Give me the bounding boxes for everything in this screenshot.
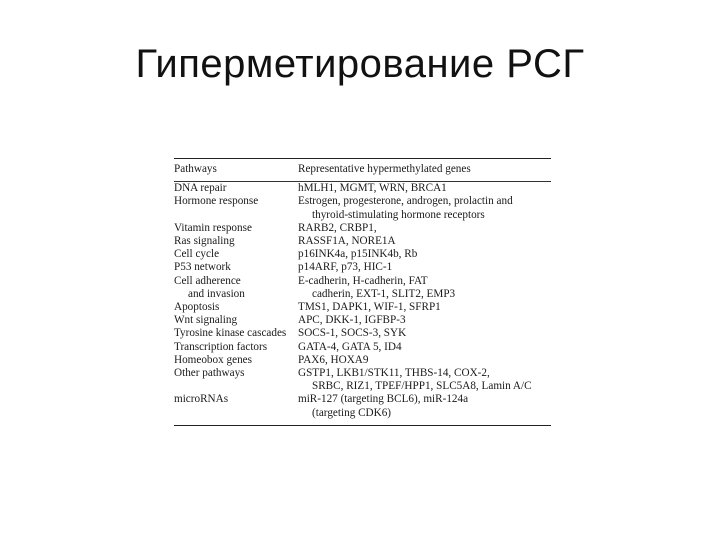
genes-list: APC, DKK-1, IGFBP-3 [298, 314, 406, 327]
table-row [174, 301, 551, 314]
table-row [174, 222, 551, 235]
pathway-cell [174, 341, 298, 354]
pathway-name: Homeobox genes [174, 353, 252, 366]
genes-list-continued: thyroid-stimulating hormone receptors [312, 208, 485, 221]
table-row [174, 341, 551, 354]
pathway-cell [174, 367, 298, 393]
genes-list: RARB2, CRBP1, [298, 221, 377, 234]
pathway-name: Wnt signaling [174, 314, 238, 327]
genes-list: GSTP1, LKB1/STK11, THBS-14, COX-2, [298, 367, 490, 380]
genes-list-continued: SRBC, RIZ1, TPEF/HPP1, SLC5A8, Lamin A/C [312, 380, 532, 393]
pathway-cell [174, 235, 298, 248]
table-row [174, 314, 551, 327]
pathway-name: Hormone response [174, 195, 259, 208]
genes-list: E-cadherin, H-cadherin, FAT [298, 274, 428, 287]
pathway-name: Apoptosis [174, 301, 220, 314]
pathway-name: Ras signaling [174, 235, 235, 248]
pathway-cell [174, 261, 298, 274]
genes-cell [298, 314, 551, 327]
table-header-row [174, 159, 551, 181]
table-row [174, 367, 551, 393]
pathways-table [174, 158, 551, 426]
pathway-name: Other pathways [174, 367, 245, 380]
table-row [174, 354, 551, 367]
table-row [174, 195, 551, 221]
header-genes: Representative hypermethylated genes [298, 163, 471, 175]
genes-list: GATA-4, GATA 5, ID4 [298, 340, 402, 353]
table-bottom-rule [174, 425, 551, 426]
genes-list: TMS1, DAPK1, WIF-1, SFRP1 [298, 301, 441, 314]
pathway-name: DNA repair [174, 182, 227, 195]
pathway-name: Cell adherence [174, 274, 241, 287]
pathway-cell [174, 222, 298, 235]
genes-cell [298, 275, 551, 301]
genes-list: Estrogen, progesterone, androgen, prolactin and [298, 195, 513, 208]
table-row [174, 327, 551, 340]
genes-cell [298, 393, 551, 419]
genes-list-continued: cadherin, EXT-1, SLIT2, EMP3 [312, 287, 456, 300]
genes-cell [298, 367, 551, 393]
table-row [174, 182, 551, 195]
genes-list: miR-127 (targeting BCL6), miR-124a [298, 393, 469, 406]
pathway-cell [174, 314, 298, 327]
pathway-name: Transcription factors [174, 340, 268, 353]
pathway-cell [174, 301, 298, 314]
genes-list-continued: (targeting CDK6) [312, 406, 392, 419]
genes-cell [298, 195, 551, 221]
table-row [174, 248, 551, 261]
pathway-cell [174, 393, 298, 419]
genes-cell [298, 248, 551, 261]
genes-cell [298, 354, 551, 367]
pathway-cell [174, 327, 298, 340]
genes-list: p16INK4a, p15INK4b, Rb [298, 248, 418, 261]
genes-cell [298, 341, 551, 354]
pathway-name: Tyrosine kinase cascades [174, 327, 287, 340]
genes-list: p14ARF, p73, HIC-1 [298, 261, 393, 274]
pathway-cell [174, 182, 298, 195]
genes-cell [298, 327, 551, 340]
pathway-name: microRNAs [174, 393, 229, 406]
pathway-cell [174, 248, 298, 261]
pathway-cell [174, 195, 298, 221]
table-row [174, 275, 551, 301]
pathway-name: Cell cycle [174, 248, 220, 261]
genes-cell [298, 235, 551, 248]
pathway-name: P53 network [174, 261, 231, 274]
header-pathways: Pathways [174, 163, 217, 175]
slide-title: Гиперметирование РСГ [135, 42, 585, 86]
genes-list: SOCS-1, SOCS-3, SYK [298, 327, 407, 340]
table-row [174, 261, 551, 274]
genes-list: hMLH1, MGMT, WRN, BRCA1 [298, 182, 447, 195]
table-row [174, 235, 551, 248]
pathway-name-continued: and invasion [188, 287, 245, 300]
genes-cell [298, 301, 551, 314]
genes-list: PAX6, HOXA9 [298, 353, 369, 366]
genes-cell [298, 182, 551, 195]
genes-cell [298, 222, 551, 235]
genes-list: RASSF1A, NORE1A [298, 235, 396, 248]
pathway-cell [174, 354, 298, 367]
table-row [174, 393, 551, 419]
pathway-cell [174, 275, 298, 301]
genes-cell [298, 261, 551, 274]
pathway-name: Vitamin response [174, 221, 252, 234]
